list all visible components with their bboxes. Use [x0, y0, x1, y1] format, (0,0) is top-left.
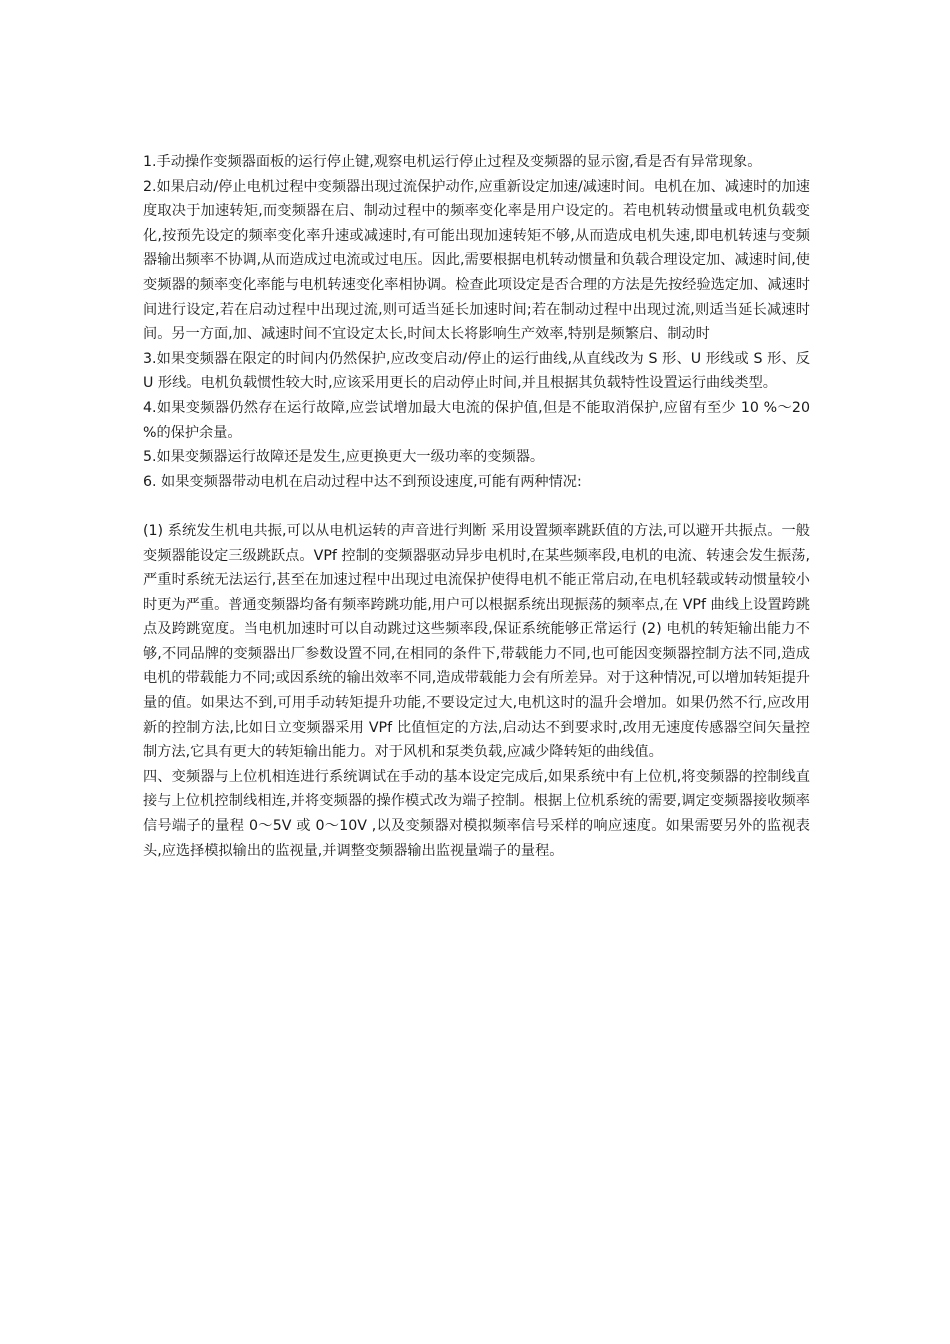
- paragraph-cases: (1) 系统发生机电共振,可以从电机运转的声音进行判断 采用设置频率跳跃值的方法,可以避开共振点。一般变频器能设定三级跳跃点。VPf 控制的变频器驱动异步电机时,在某些频率段,电机的电流、转速会发生振荡,严重时系统无法运行,甚至在加速过程中出现过电流保护使得电机不能正常启动,在电机轻载或转动惯量较小时更为严重。普通变频器均备有频率跨跳功能,用户可以根据系统出现振荡的频率点,在 VPf 曲线上设置跨跳点及跨跳宽度。当电机加速时可以自动跳过这些频率段,保证系统能够正常运行 (2) 电机的转矩输出能力不够,不同品牌的变频器出厂参数设置不同,在相同的条件下,带载能力不同,也可能因变频器控制方法不同,造成电机的带载能力不同;或因系统的输出效率不同,造成带载能力会有所差异。对于这种情况,可以增加转矩提升量的值。如果达不到,可用手动转矩提升功能,不要设定过大,电机这时的温升会增加。如果仍然不行,应改用新的控制方法,比如日立变频器采用 VPf 比值恒定的方法,启动达不到要求时,改用无速度传感器空间矢量控制方法,它具有更大的转矩输出能力。对于风机和泵类负载,应减少降转矩的曲线值。: [143, 522, 810, 761]
- paragraph-step-3: 3.如果变频器在限定的时间内仍然保护,应改变启动/停止的运行曲线,从直线改为 S 形、U 形线或 S 形、反 U 形线。电机负载惯性较大时,应该采用更长的启动停止时间,并且根据其负载特性设置运行曲线类型。: [143, 350, 810, 392]
- paragraph-step-5: 5.如果变频器运行故障还是发生,应更换更大一级功率的变频器。: [143, 449, 545, 466]
- paragraph-step-4: 4.如果变频器仍然存在运行故障,应尝试增加最大电流的保护值,但是不能取消保护,应留有至少 10 %～20 %的保护余量。: [143, 399, 810, 441]
- paragraph-step-1: 1.手动操作变频器面板的运行停止键,观察电机运行停止过程及变频器的显示窗,看是否有异常现象。: [143, 154, 762, 170]
- paragraph-section-four: 四、变频器与上位机相连进行系统调试在手动的基本设定完成后,如果系统中有上位机,将变频器的控制线直接与上位机控制线相连,并将变频器的操作模式改为端子控制。根据上位机系统的需要,调定变频器接收频率信号端子的量程 0～5V 或 0～10V ,以及变频器对模拟频率信号采样的响应速度。如果需要另外的监视表头,应选择模拟输出的监视量,并调整变频器输出监视量端子的量程。: [143, 768, 810, 859]
- paragraph-step-2: 2.如果启动/停止电机过程中变频器出现过流保护动作,应重新设定加速/减速时间。电机在加、减速时的加速度取决于加速转矩,而变频器在启、制动过程中的频率变化率是用户设定的。若电机转动惯量或电机负载变化,按预先设定的频率变化率升速或减速时,有可能出现加速转矩不够,从而造成电机失速,即电机转速与变频器输出频率不协调,从而造成过电流或过电压。因此,需要根据电机转动惯量和负载合理设定加、减速时间,使变频器的频率变化率能与电机转速变化率相协调。检查此项设定是否合理的方法是先按经验选定加、减速时间进行设定,若在启动过程中出现过流,则可适当延长加速时间;若在制动过程中出现过流,则适当延长减速时间。另一方面,加、减速时间不宜设定太长,时间太长将影响生产效率,特别是频繁启、制动时: [143, 178, 810, 343]
- blank-line: [143, 494, 810, 519]
- paragraph-step-6: 6. 如果变频器带动电机在启动过程中达不到预设速度,可能有两种情况:: [143, 473, 582, 490]
- document-body: [143, 150, 810, 863]
